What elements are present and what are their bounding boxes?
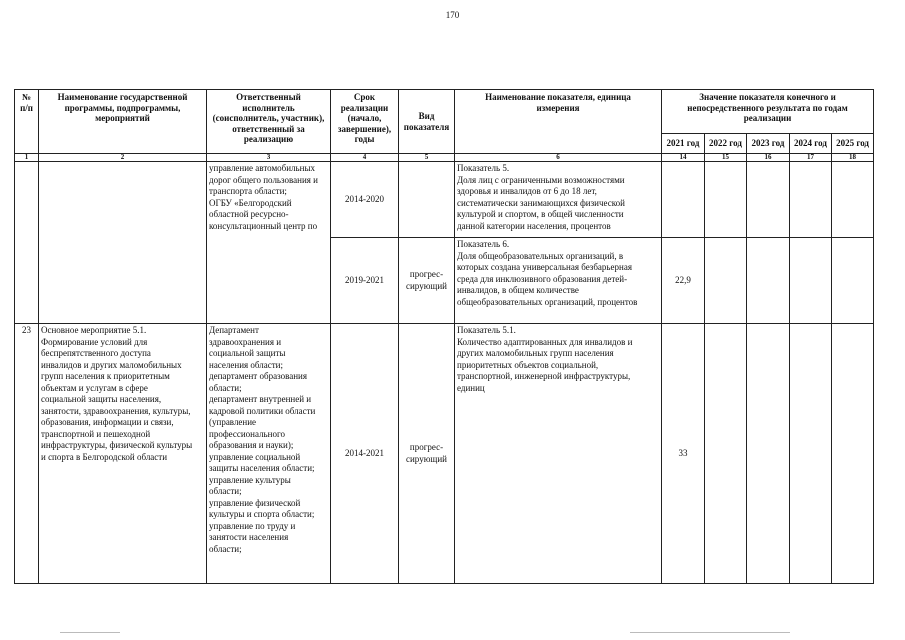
column-number: 6 (455, 154, 662, 162)
value-2022 (705, 324, 747, 584)
header-values-group: Значение показателя конечного и непосредственного результата по годам реализации (662, 90, 874, 134)
header-period: Срок реализации (начало, завершение), годы (331, 90, 399, 154)
column-number: 15 (705, 154, 747, 162)
value-2024 (790, 324, 832, 584)
header-year-2021: 2021 год (662, 134, 705, 154)
value-2022 (705, 238, 747, 324)
value-2024 (790, 162, 832, 238)
program-table (14, 89, 874, 584)
header-program: Наименование государственной программы, подпрограммы, мероприятий (39, 90, 207, 154)
header-responsible: Ответственный исполнитель (соисполнитель, участник), ответственный за реализацию (207, 90, 331, 154)
column-number: 2 (39, 154, 207, 162)
column-number: 1 (15, 154, 39, 162)
column-number: 14 (662, 154, 705, 162)
indicator-kind: прогрес- сирующий (399, 324, 455, 584)
column-number: 16 (747, 154, 790, 162)
indicator-kind: прогрес- сирующий (399, 238, 455, 324)
scan-edge-line (630, 632, 790, 633)
row-number: 23 (15, 324, 39, 584)
column-number: 18 (832, 154, 874, 162)
header-year-2025: 2025 год (832, 134, 874, 154)
program-name (39, 162, 207, 324)
value-2024 (790, 238, 832, 324)
implementation-period: 2014-2021 (331, 324, 399, 584)
column-number: 17 (790, 154, 832, 162)
implementation-period: 2019-2021 (331, 238, 399, 324)
column-number: 3 (207, 154, 331, 162)
column-number: 4 (331, 154, 399, 162)
value-2023 (747, 238, 790, 324)
value-2025 (832, 162, 874, 238)
indicator-name: Показатель 5. Доля лиц с ограниченными возможностями здоровья и инвалидов от 6 до 18 лет, систематически занимающихся физической культурой и спортом, в общей численности данной категории населения, процентов (455, 162, 662, 238)
indicator-name: Показатель 6. Доля общеобразовательных организаций, в которых создана универсальная безбарьерная среда для инклюзивного образования детей- инвалидов, в общем количестве общеобразовательных организаций, процентов (455, 238, 662, 324)
header-year-2022: 2022 год (705, 134, 747, 154)
program-name: Основное мероприятие 5.1. Формирование условий для беспрепятственного доступа инвалидов и других маломобильных групп населения к приоритетным объектам и услугам в сфере социальной защиты населения, занятости, здравоохранения, культуры, образования, информации и связи, транспортной и пешеходной инфраструктуры, физической культуры и спорта в Белгородской области (39, 324, 207, 584)
implementation-period: 2014-2020 (331, 162, 399, 238)
header-kind: Вид показателя (399, 90, 455, 154)
row-number (15, 162, 39, 324)
header-num: № п/п (15, 90, 39, 154)
value-2023 (747, 324, 790, 584)
header-indicator: Наименование показателя, единица измерения (455, 90, 662, 154)
responsible-executor: управление автомобильных дорог общего пользования и транспорта области; ОГБУ «Белгородский областной ресурсно- консультационный центр по (207, 162, 331, 324)
table-row (15, 324, 874, 584)
scan-edge-line (60, 632, 120, 633)
value-2021: 22,9 (662, 238, 705, 324)
page-number: 170 (445, 10, 460, 20)
responsible-executor: Департамент здравоохранения и социальной защиты населения области; департамент образования области; департамент внутренней и кадровой политики области (управление профессионального образования и науки); управление социальной защиты населения области; управление культуры области; управление физической культуры и спорта области; управление по труду и занятости населения области; (207, 324, 331, 584)
indicator-name: Показатель 5.1. Количество адаптированных для инвалидов и других маломобильных групп населения приоритетных объектов социальной, транспортной, инженерной инфраструктуры, единиц (455, 324, 662, 584)
header-year-2023: 2023 год (747, 134, 790, 154)
value-2023 (747, 162, 790, 238)
value-2025 (832, 324, 874, 584)
table-row (15, 162, 874, 238)
value-2022 (705, 162, 747, 238)
value-2021: 33 (662, 324, 705, 584)
column-number: 5 (399, 154, 455, 162)
header-year-2024: 2024 год (790, 134, 832, 154)
value-2021 (662, 162, 705, 238)
value-2025 (832, 238, 874, 324)
indicator-kind (399, 162, 455, 238)
